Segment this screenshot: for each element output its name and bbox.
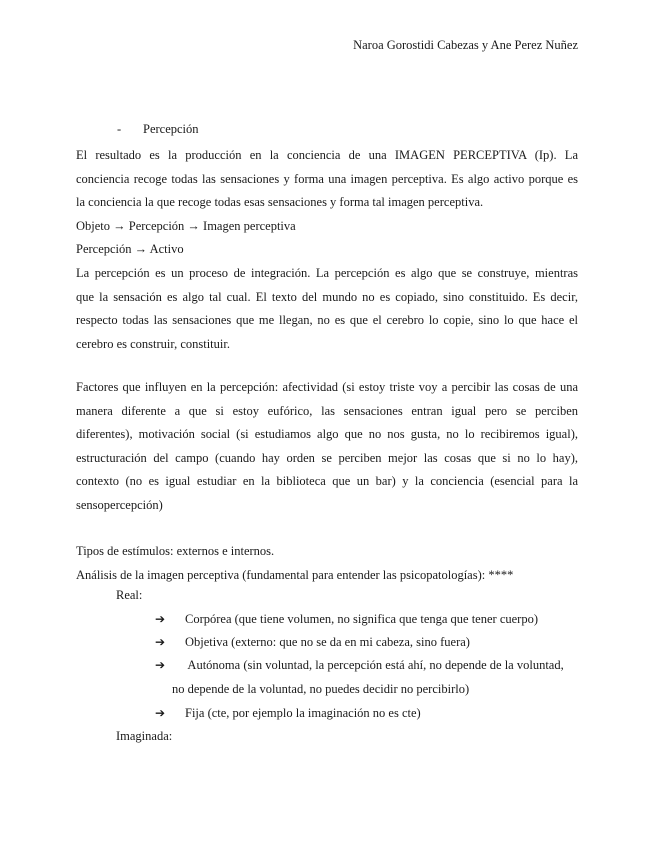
analysis-section [76, 540, 578, 587]
page-header-authors: Naroa Gorostidi Cabezas y Ane Perez Nuñez [353, 38, 578, 52]
paragraph-factores [76, 376, 578, 518]
paragraph-line: contexto (no es igual estudiar en la biblioteca que un bar) y la conciencia (esencial para la [76, 474, 578, 489]
section-heading [117, 122, 199, 137]
real-label: Real: [116, 588, 143, 602]
list-item-text: Corpórea (que tiene volumen, no significa que tenga que tener cuerpo) [185, 612, 538, 626]
paragraph-line: manera diferente a que si estoy eufórico, las sensaciones entran igual pero se perciben [76, 403, 578, 418]
list-item-text: Objetiva (externo: que no se da en mi cabeza, sino fuera) [185, 635, 470, 649]
paragraph-line: conciencia recoge todas las sensaciones y forma una imagen perceptiva. Es algo activo porque es [76, 171, 578, 186]
arrow-bullet-icon: ➔ [155, 635, 166, 649]
paragraph-line: cerebro es construir, constituir. [76, 336, 230, 351]
tipos-estimulos-line: Tipos de estímulos: externos e internos. [76, 544, 275, 558]
imaginada-label: Imaginada: [116, 729, 173, 743]
list-item [155, 612, 538, 627]
flow-objeto-percepcion: Objeto → Percepción → Imagen perceptiva [76, 218, 296, 233]
paragraph-line: El resultado es la producción en la conciencia de una IMAGEN PERCEPTIVA (Ip). La [76, 148, 578, 162]
paragraph-line: que la sensación es algo tal cual. El texto del mundo no es copiado, sino constituido. Es decir, [76, 289, 578, 304]
list-item-continuation: no depende de la voluntad, no puedes decidir no percibirlo) [172, 682, 470, 696]
flow-percepcion-activo: Percepción → Activo [76, 242, 184, 257]
list-item [155, 658, 564, 673]
list-item-text: Autónoma (sin voluntad, la percepción está ahí, no depende de la voluntad, [185, 658, 564, 672]
arrow-bullet-icon: ➔ [155, 706, 166, 720]
paragraph-line: Factores que influyen en la percepción: afectividad (si estoy triste voy a percibir las cosas de una [76, 380, 578, 394]
paragraph-line: sensopercepción) [76, 497, 163, 512]
arrow-bullet-icon: ➔ [155, 612, 166, 626]
paragraph-percepcion-definition [76, 144, 578, 356]
paragraph-line: diferentes), motivación social (si estudiamos algo que no nos gusta, no lo recibiremos igual), [76, 427, 578, 442]
section-title: Percepción [143, 122, 199, 136]
list-item-text: Fija (cte, por ejemplo la imaginación no es cte) [185, 706, 421, 720]
arrow-bullet-icon: ➔ [155, 658, 166, 672]
section-bullet: - [117, 122, 122, 136]
list-item [155, 706, 421, 721]
analisis-line: Análisis de la imagen perceptiva (fundamental para entender las psicopatologías): **** [76, 567, 514, 582]
paragraph-line: La percepción es un proceso de integración. La percepción es algo que se construye, mientras [76, 265, 578, 280]
paragraph-line: la conciencia la que recoge todas esas sensaciones y forma tal imagen perceptiva. [76, 195, 484, 210]
paragraph-line: respecto todas las sensaciones que me llegan, no es que el cerebro lo copie, sino lo que hace el [76, 313, 578, 328]
paragraph-line: estructuración del campo (cuando hay orden se perciben mejor las cosas que si no lo hay), [76, 450, 578, 465]
list-item [155, 635, 470, 650]
